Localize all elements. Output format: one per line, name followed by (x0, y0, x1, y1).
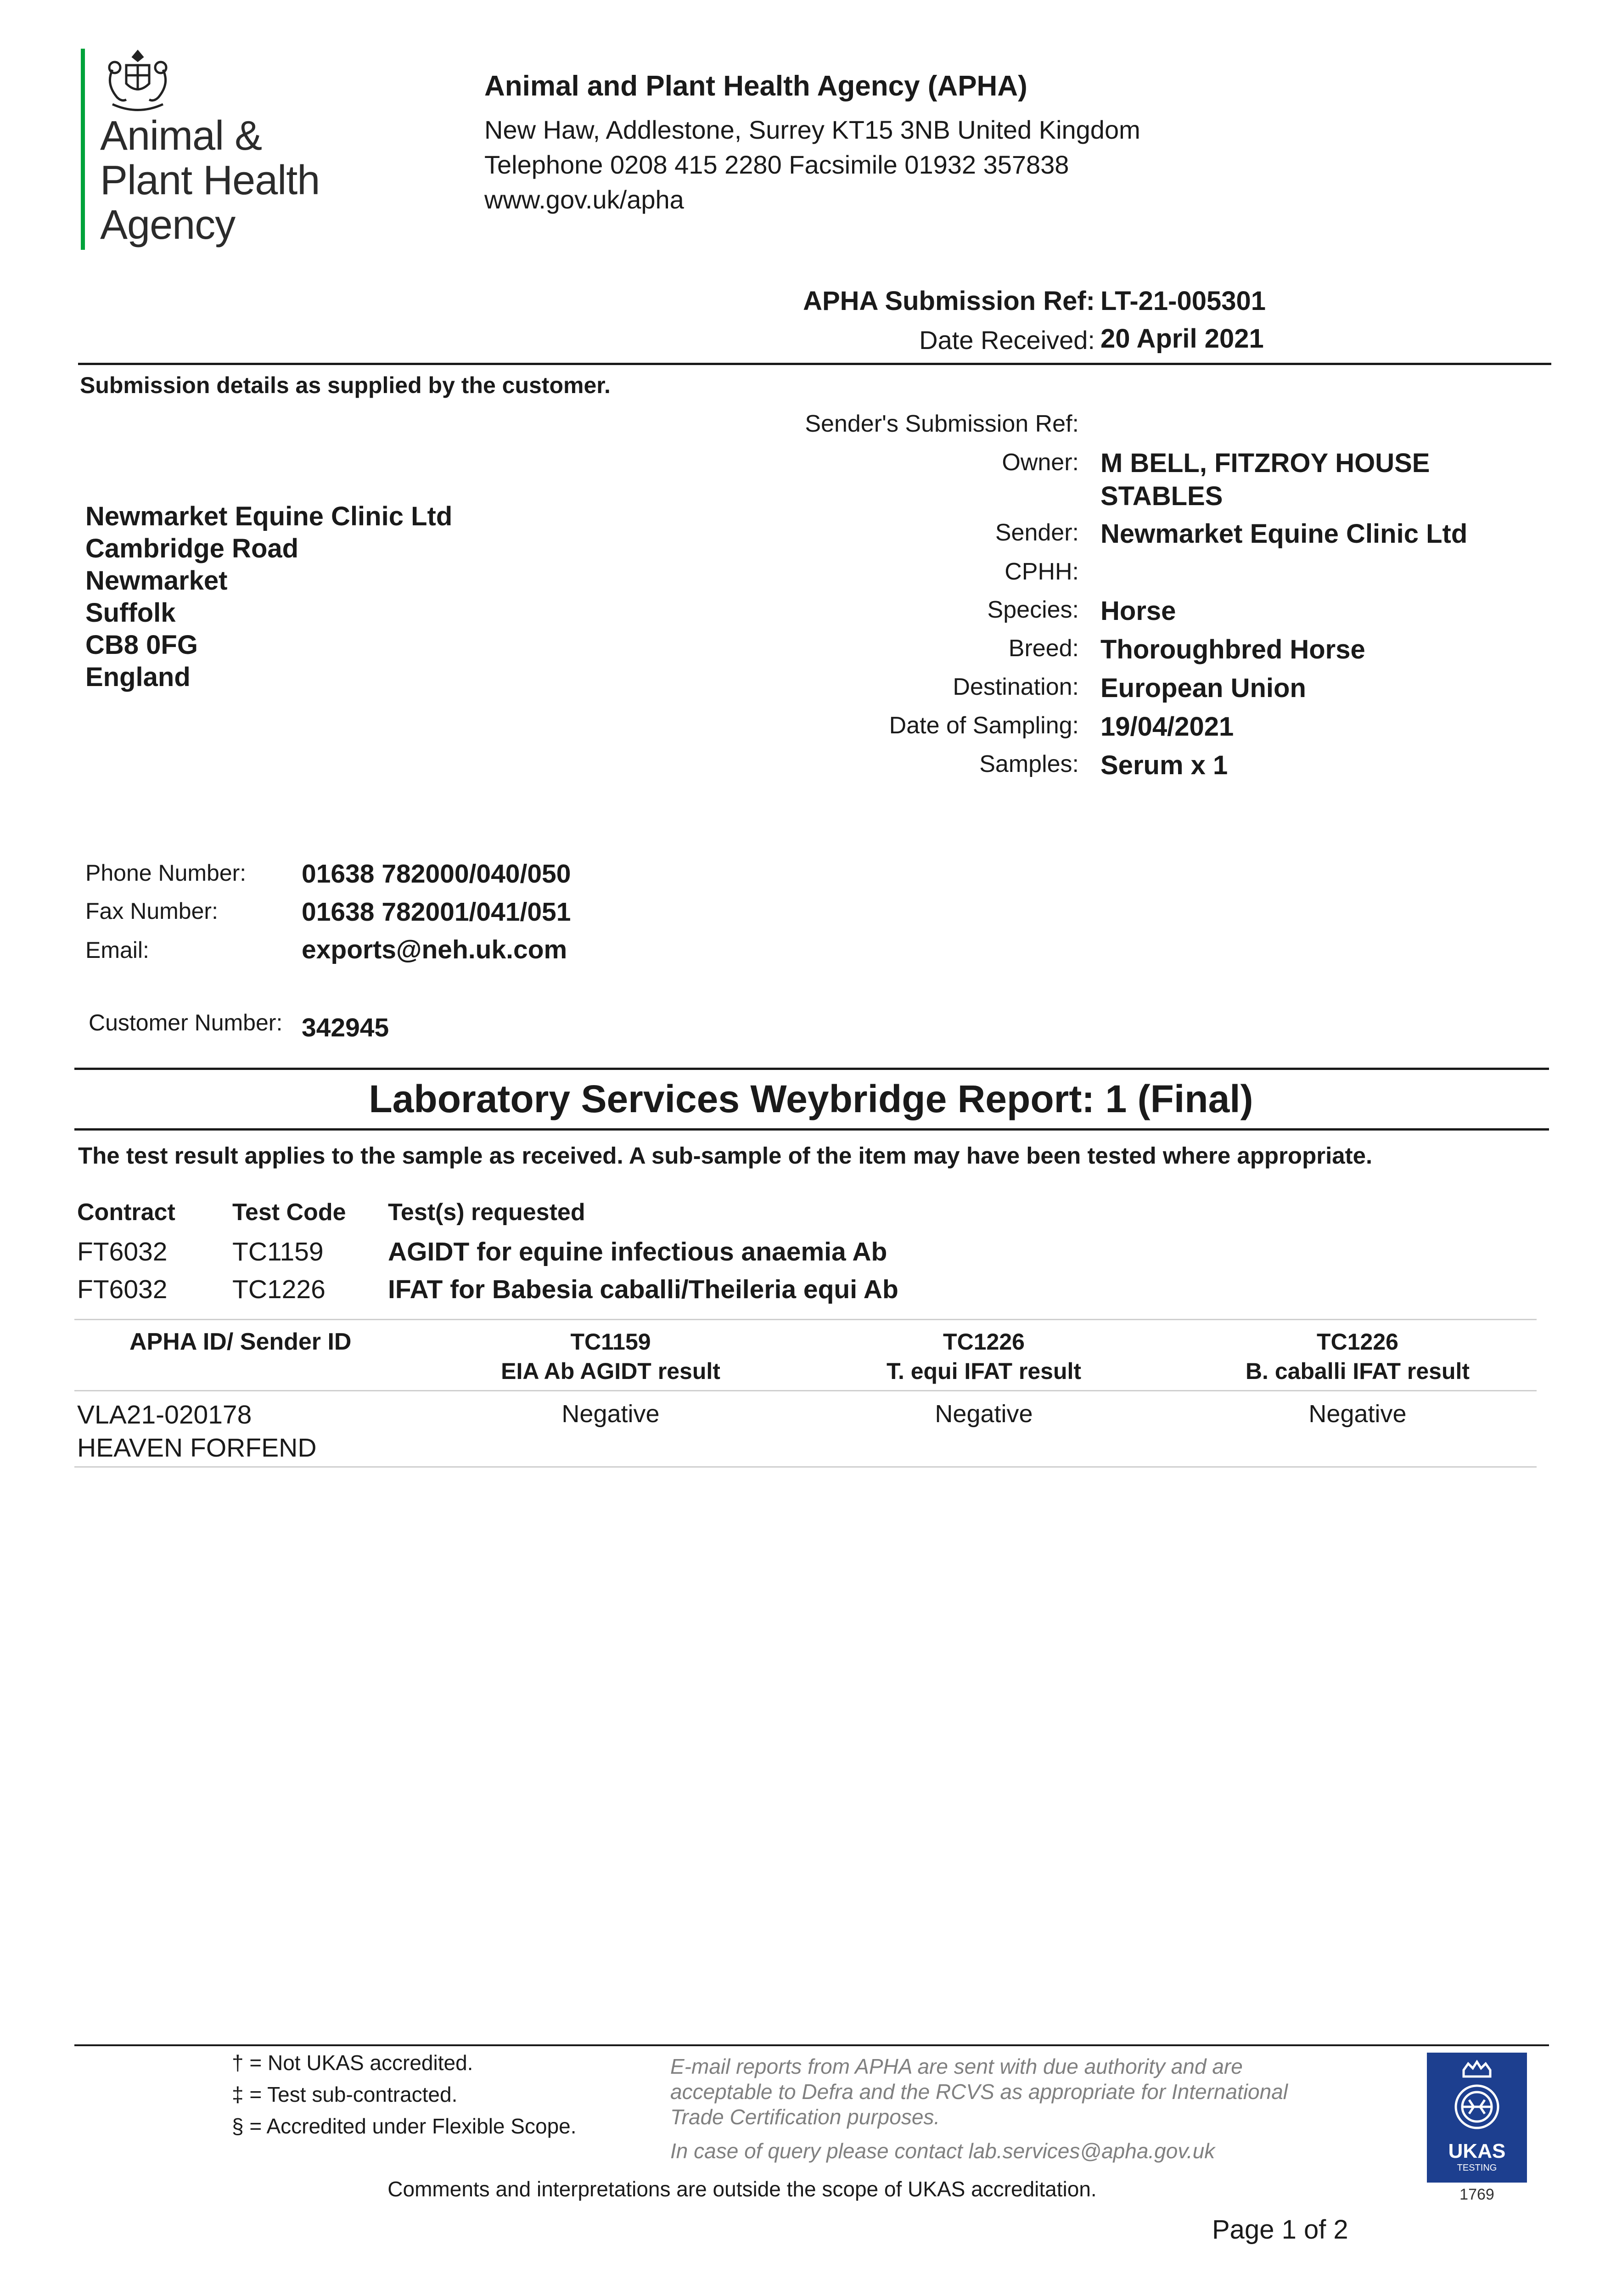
address-line: Suffolk (85, 598, 176, 628)
result-column-header (1151, 1327, 1564, 1386)
key-not-accredited: † = Not UKAS accredited. (232, 2051, 473, 2075)
email-note-line: acceptable to Defra and the RCVS as appropriate for International (670, 2080, 1288, 2104)
key-flexible-scope: § = Accredited under Flexible Scope. (232, 2114, 577, 2138)
result-column-code: TC1226 (1317, 1329, 1398, 1355)
customer-address (85, 501, 452, 693)
submission-ref-value: LT-21-005301 (1100, 286, 1266, 316)
email-label: Email: (85, 937, 149, 963)
address-line: Newmarket (85, 566, 228, 596)
cphh-label: CPHH: (1005, 558, 1079, 585)
sampling-date-value: 19/04/2021 (1100, 712, 1234, 742)
ukas-number: 1769 (1459, 2186, 1494, 2203)
royal-coat-of-arms-icon (99, 47, 177, 116)
logo-accent-bar (81, 49, 85, 250)
phone-label: Phone Number: (85, 860, 247, 886)
fax-label: Fax Number: (85, 898, 218, 924)
page-number: Page 1 of 2 (1212, 2215, 1348, 2245)
owner-line-1: M BELL, FITZROY HOUSE (1100, 448, 1430, 478)
result-column-code: TC1159 (570, 1329, 651, 1355)
address-line: England (85, 662, 191, 692)
result-value: Negative (935, 1400, 1033, 1428)
test-contract: FT6032 (77, 1237, 168, 1266)
breed-value: Thoroughbred Horse (1100, 635, 1365, 664)
phone-value: 01638 782000/040/050 (302, 859, 571, 889)
owner-value (1100, 447, 1514, 513)
submission-ref-label: APHA Submission Ref: (803, 286, 1095, 316)
report-bottom-divider (74, 1128, 1549, 1131)
senders-ref-label: Sender's Submission Ref: (805, 411, 1079, 437)
test-code: TC1159 (232, 1237, 324, 1266)
results-bottom-divider (74, 1466, 1537, 1468)
submission-details-caption: Submission details as supplied by the customer. (80, 372, 611, 398)
address-line: Cambridge Road (85, 534, 299, 563)
test-requested: IFAT for Babesia caballi/Theileria equi Ab (388, 1275, 898, 1304)
test-contract: FT6032 (77, 1275, 168, 1304)
result-column-header (777, 1327, 1190, 1386)
logo-line-3: Agency (100, 202, 236, 248)
date-received-value: 20 April 2021 (1100, 324, 1264, 354)
applies-note: The test result applies to the sample as received. A sub-sample of the item may have been tested where appropriate. (78, 1142, 1373, 1169)
ukas-sub-label: TESTING (1457, 2163, 1497, 2173)
footer-divider (74, 2044, 1549, 2046)
header-divider (78, 363, 1551, 365)
address-line: CB8 0FG (85, 630, 198, 660)
test-requested: AGIDT for equine infectious anaemia Ab (388, 1237, 887, 1266)
result-column-name: B. caballi IFAT result (1245, 1358, 1470, 1384)
results-top-divider (74, 1319, 1537, 1320)
result-column-name: T. equi IFAT result (886, 1358, 1082, 1384)
result-value: Negative (1308, 1400, 1407, 1428)
footer-key (232, 2047, 577, 2142)
email-value[interactable]: exports@neh.uk.com (302, 935, 567, 964)
result-value: Negative (561, 1400, 660, 1428)
query-contact-note: In case of query please contact lab.services@apha.gov.uk (670, 2139, 1215, 2163)
species-label: Species: (987, 597, 1079, 623)
test-code-header: Test Code (232, 1199, 346, 1226)
table-row (77, 1398, 317, 1464)
result-column-code: TC1226 (943, 1329, 1025, 1355)
results-header-divider (74, 1390, 1537, 1391)
customer-number-label: Customer Number: (89, 1010, 283, 1035)
apha-id: VLA21-020178 (77, 1400, 252, 1429)
owner-line-2: STABLES (1100, 481, 1223, 511)
contract-header: Contract (77, 1199, 175, 1226)
sender-label: Sender: (995, 519, 1079, 546)
destination-label: Destination: (953, 674, 1079, 700)
tests-requested-header: Test(s) requested (388, 1199, 585, 1226)
ukas-label: UKAS (1448, 2140, 1506, 2162)
owner-label: Owner: (1002, 449, 1079, 476)
address-line: Newmarket Equine Clinic Ltd (85, 501, 453, 531)
fax-value: 01638 782001/041/051 (302, 897, 571, 927)
test-code: TC1226 (232, 1275, 326, 1304)
breed-label: Breed: (1008, 635, 1079, 662)
apha-id-header: APHA ID/ Sender ID (129, 1328, 352, 1355)
sender-value: Newmarket Equine Clinic Ltd (1100, 519, 1468, 549)
sender-id: HEAVEN FORFEND (77, 1433, 317, 1463)
agency-logo-text (100, 114, 320, 248)
report-top-divider (74, 1068, 1549, 1070)
report-title: Laboratory Services Weybridge Report: 1 (Final) (369, 1077, 1253, 1120)
agency-address: New Haw, Addlestone, Surrey KT15 3NB United Kingdom (484, 115, 1140, 144)
result-column-header (404, 1327, 817, 1386)
species-value: Horse (1100, 596, 1176, 626)
agency-website[interactable]: www.gov.uk/apha (484, 185, 684, 214)
ukas-comments-note: Comments and interpretations are outside the scope of UKAS accreditation. (387, 2177, 1097, 2201)
logo-line-1: Animal & (100, 113, 262, 159)
agency-telephone: Telephone 0208 415 2280 Facsimile 01932 357838 (484, 150, 1069, 179)
date-received-label: Date Received: (919, 326, 1095, 355)
email-note-line: E-mail reports from APHA are sent with due authority and are (670, 2054, 1243, 2078)
email-reports-note (670, 2054, 1359, 2130)
samples-label: Samples: (979, 751, 1079, 777)
email-note-line: Trade Certification purposes. (670, 2105, 940, 2129)
logo-line-2: Plant Health (100, 158, 320, 203)
agency-title: Animal and Plant Health Agency (APHA) (484, 70, 1027, 102)
customer-number-value: 342945 (302, 1013, 389, 1042)
destination-value: European Union (1100, 673, 1306, 703)
ukas-logo (1427, 2053, 1527, 2183)
sampling-date-label: Date of Sampling: (889, 712, 1079, 739)
result-column-name: EIA Ab AGIDT result (501, 1358, 720, 1384)
key-sub-contracted: ‡ = Test sub-contracted. (232, 2082, 458, 2106)
samples-value: Serum x 1 (1100, 750, 1228, 780)
